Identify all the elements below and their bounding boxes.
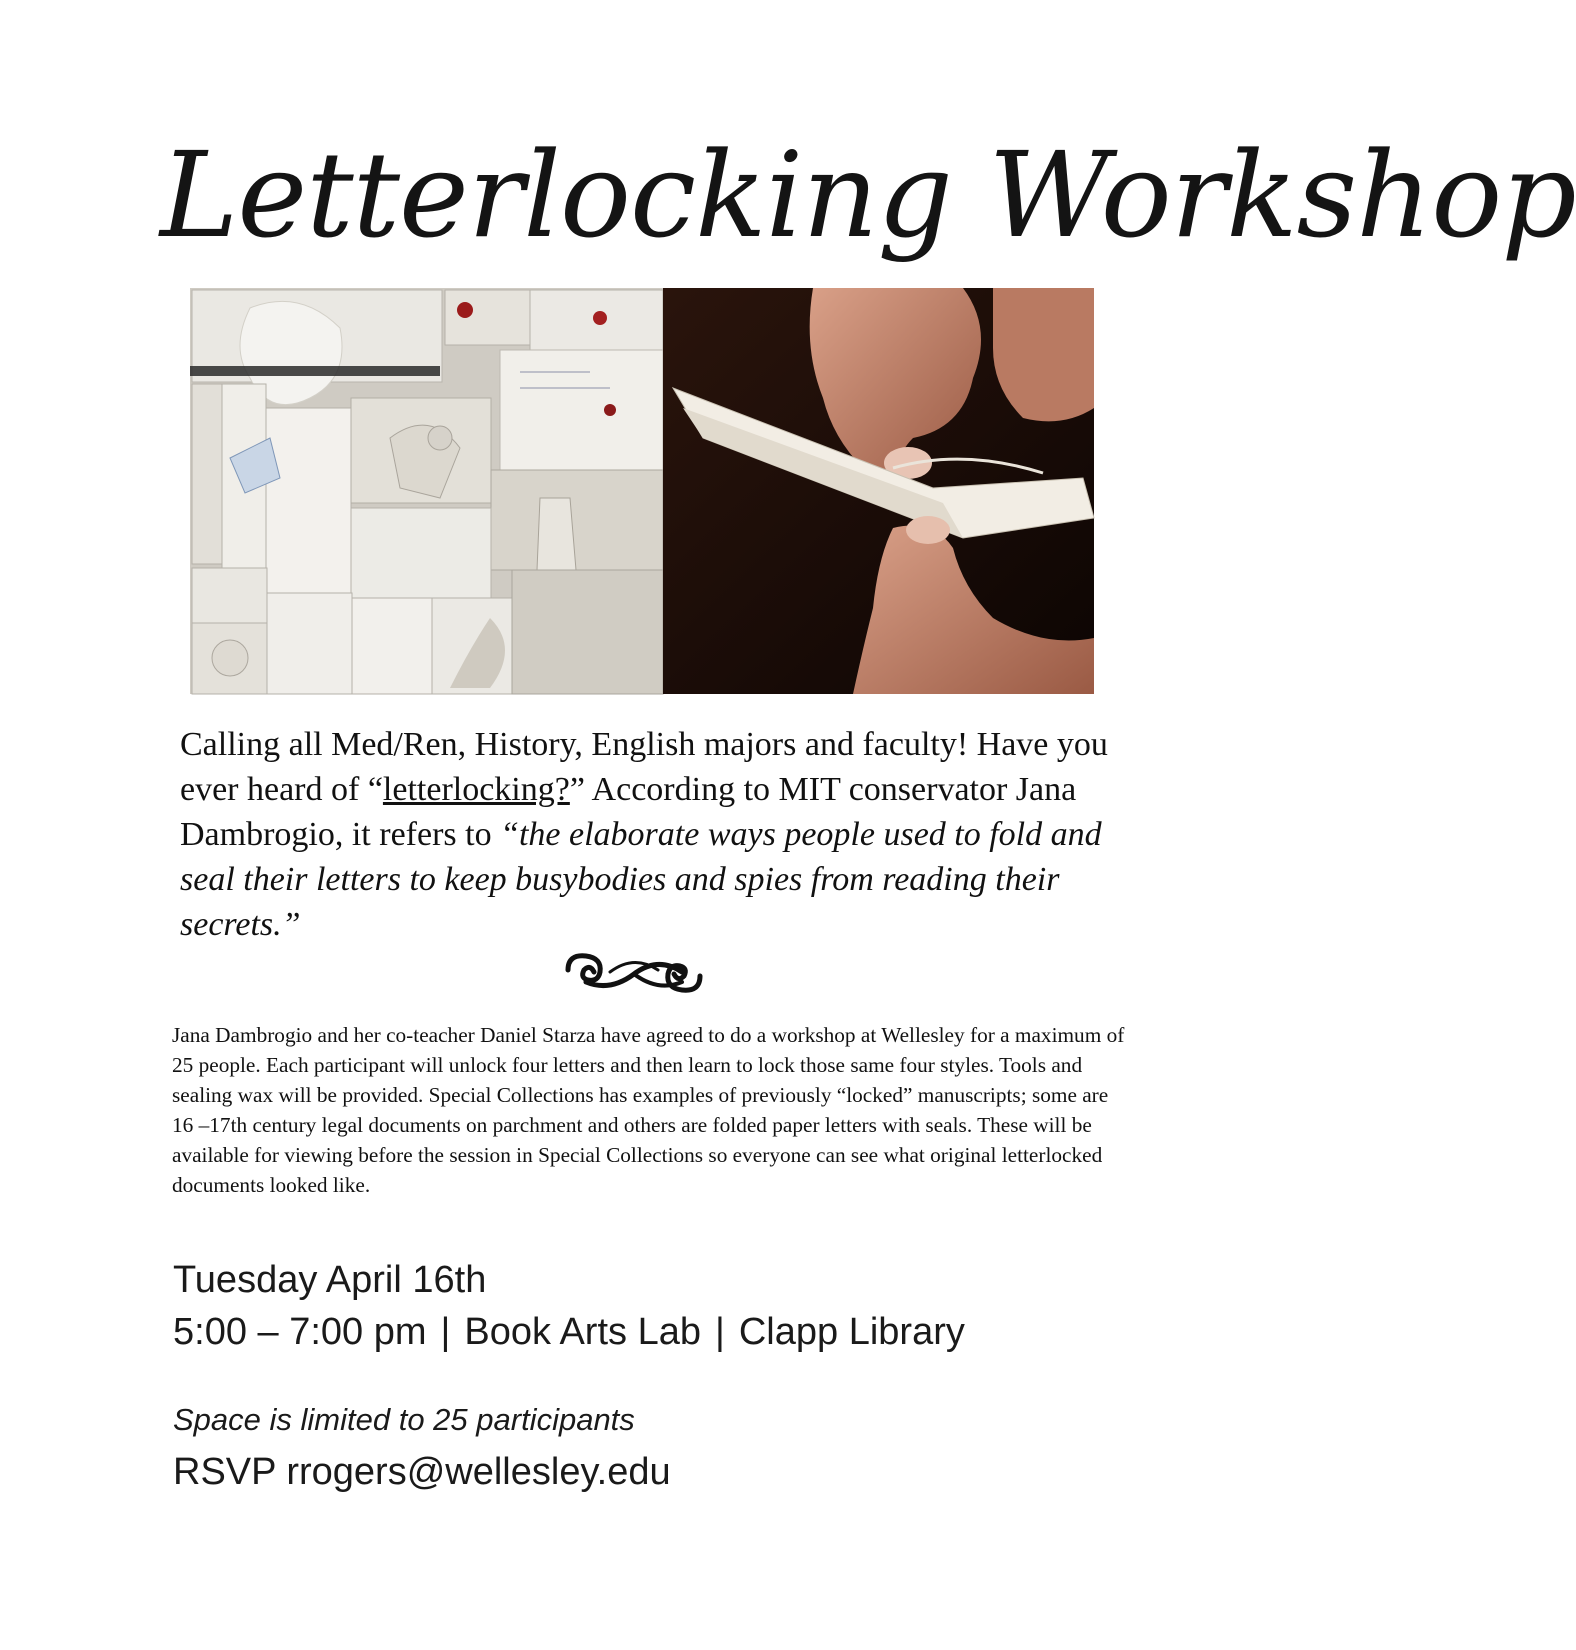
intro-lead: Calling all Med/Ren, History, English majors and faculty! Have you ever heard of “ <box>180 726 1108 808</box>
intro-middle: ” According to MIT conservator Jana Dambrogio, it refers to <box>180 771 1077 853</box>
poster-title: Letterlocking Workshop <box>160 126 1576 264</box>
capacity-note: Space is limited to 25 participants <box>173 1402 635 1437</box>
letterlocking-term: letterlocking? <box>382 771 570 808</box>
separator: | <box>440 1311 451 1353</box>
hands-folding-letter-image <box>663 288 1094 694</box>
definition-quote: “the elaborate ways people used to fold and seal their letters to keep busybodies and spies from reading their secrets.” <box>180 816 1102 943</box>
event-time-location <box>173 1306 1173 1358</box>
event-time: 5:00 – 7:00 pm <box>173 1311 427 1353</box>
separator: | <box>714 1311 725 1353</box>
fleuron-divider-icon <box>560 948 708 998</box>
intro-paragraph <box>180 722 1140 947</box>
event-date: Tuesday April 16th <box>173 1259 487 1301</box>
event-details <box>173 1254 1173 1358</box>
event-place: Book Arts Lab <box>464 1311 701 1353</box>
letters-collage-image <box>190 288 663 694</box>
rsvp-contact: RSVP rrogers@wellesley.edu <box>173 1451 671 1493</box>
workshop-description: Jana Dambrogio and her co-teacher Daniel Starza have agreed to do a workshop at Wellesley for a maximum of 25 people. Each participant will unlock four letters and then learn to lock those same four styles. Tools and sealing wax will be provided. Special Collections has examples of previously “locked” manuscripts; some are 16 –17th century legal documents on parchment and others are folded paper letters with seals. These will be available for viewing before the session in Special Collections so everyone can see what original letterlocked documents looked like. <box>172 1023 1125 1197</box>
event-building: Clapp Library <box>738 1311 965 1353</box>
